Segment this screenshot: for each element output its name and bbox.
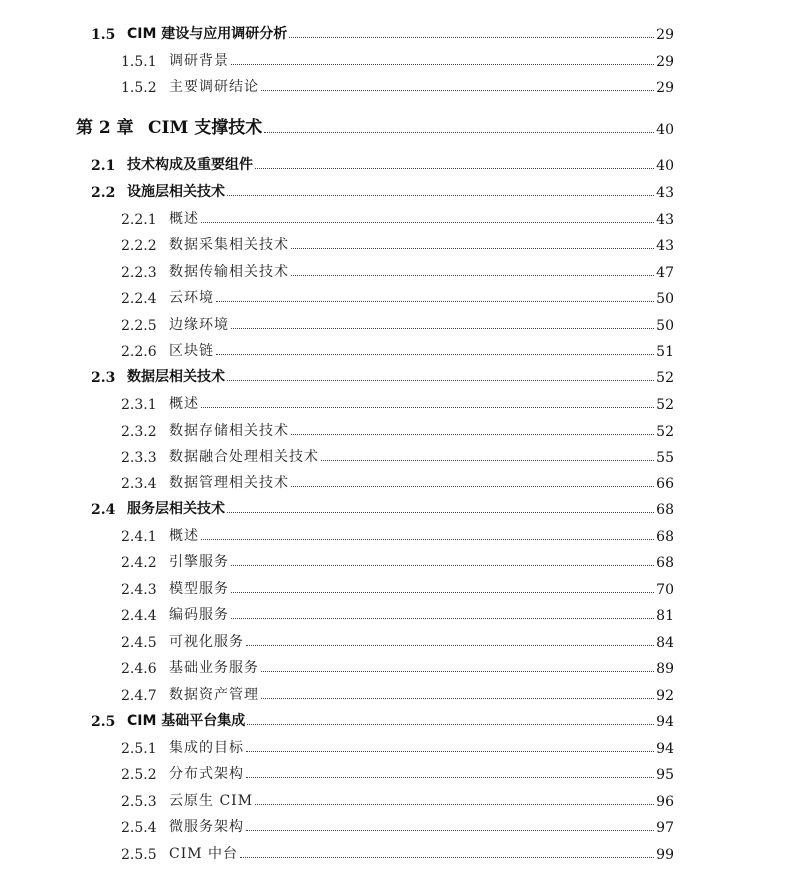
toc-entry: [0, 710, 674, 730]
toc-chapter-entry: [0, 114, 674, 138]
entry-title: 微服务架构: [169, 819, 244, 835]
entry-title: 边缘环境: [169, 317, 229, 333]
dot-leader: [246, 777, 654, 778]
entry-page: 29: [656, 80, 674, 96]
toc-entry: [0, 498, 674, 518]
entry-number: 1.5.1: [121, 54, 157, 70]
entry-page: 40: [656, 122, 674, 138]
toc-entry: [0, 393, 674, 413]
entry-number: 2.5.5: [121, 847, 157, 863]
entry-page: 29: [656, 54, 674, 70]
dot-leader: [291, 434, 654, 435]
entry-page: 89: [656, 661, 674, 677]
entry-page: 66: [656, 476, 674, 492]
entry-number: 2.3: [91, 370, 116, 386]
toc-entry: [0, 340, 674, 360]
entry-number: 2.4.7: [121, 688, 157, 704]
dot-leader: [231, 64, 654, 65]
entry-number: 2.5.4: [121, 820, 157, 836]
toc-entry: [0, 181, 674, 201]
entry-title: 区块链: [169, 343, 214, 359]
toc-entry: [0, 843, 674, 863]
dot-leader: [240, 857, 654, 858]
toc-entry: [0, 287, 674, 307]
entry-title: 数据管理相关技术: [169, 475, 289, 491]
entry-number: 2.2.1: [121, 212, 157, 228]
entry-title: CIM 建设与应用调研分析: [127, 26, 288, 42]
toc-entry: [0, 790, 674, 810]
entry-number: 2.4.1: [121, 529, 157, 545]
dot-leader: [289, 37, 654, 38]
entry-title: 服务层相关技术: [127, 501, 225, 517]
entry-number: 2.2: [91, 185, 116, 201]
dot-leader: [201, 222, 654, 223]
toc-entry: [0, 684, 674, 704]
entry-title: 分布式架构: [169, 766, 244, 782]
toc-entry: [0, 657, 674, 677]
dot-leader: [231, 565, 654, 566]
entry-title: 概述: [169, 396, 199, 412]
toc-entry: [0, 525, 674, 545]
entry-number: 2.4.2: [121, 555, 157, 571]
entry-title: 编码服务: [169, 607, 229, 623]
entry-page: 68: [656, 502, 674, 518]
dot-leader: [201, 407, 654, 408]
entry-number: 2.5.1: [121, 741, 157, 757]
entry-number: 2.4.4: [121, 608, 157, 624]
entry-page: 68: [656, 555, 674, 571]
entry-title: CIM 中台: [169, 846, 239, 862]
entry-number: 2.4: [91, 502, 116, 518]
entry-page: 43: [656, 212, 674, 228]
entry-number: 2.3.2: [121, 424, 157, 440]
entry-title: 引擎服务: [169, 554, 229, 570]
entry-title: 云环境: [169, 290, 214, 306]
entry-number: 2.5.3: [121, 794, 157, 810]
dot-leader: [255, 168, 654, 169]
entry-title: 数据存储相关技术: [169, 423, 289, 439]
entry-page: 52: [656, 397, 674, 413]
toc-entry: [0, 76, 674, 96]
dot-leader: [231, 592, 654, 593]
entry-page: 81: [656, 608, 674, 624]
entry-title: 数据层相关技术: [127, 369, 225, 385]
dot-leader: [246, 830, 654, 831]
entry-number: 2.4.6: [121, 661, 157, 677]
toc-entry: [0, 261, 674, 281]
entry-page: 94: [656, 714, 674, 730]
entry-page: 40: [656, 158, 674, 174]
entry-page: 50: [656, 318, 674, 334]
toc-entry: [0, 50, 674, 70]
entry-number: 2.3.3: [121, 450, 157, 466]
entry-title: 概述: [169, 211, 199, 227]
entry-number: 2.1: [91, 158, 116, 174]
chapter-number: 第 2 章: [76, 118, 134, 138]
dot-leader: [291, 248, 654, 249]
entry-number: 2.2.2: [121, 238, 157, 254]
entry-page: 50: [656, 291, 674, 307]
dot-leader: [246, 645, 654, 646]
toc-entry: [0, 816, 674, 836]
entry-title: 主要调研结论: [169, 79, 259, 95]
entry-number: 2.2.3: [121, 265, 157, 281]
entry-title: 云原生 CIM: [169, 793, 254, 809]
entry-number: 2.2.4: [121, 291, 157, 307]
dot-leader: [255, 804, 654, 805]
entry-title: 基础业务服务: [169, 660, 259, 676]
entry-title: 集成的目标: [169, 740, 244, 756]
dot-leader: [247, 724, 654, 725]
entry-number: 2.3.1: [121, 397, 157, 413]
toc-entry: [0, 472, 674, 492]
toc-entry: [0, 578, 674, 598]
toc-entry: [0, 631, 674, 651]
toc-entry: [0, 208, 674, 228]
dot-leader: [261, 90, 654, 91]
entry-title: 数据融合处理相关技术: [169, 449, 319, 465]
entry-number: 2.4.3: [121, 582, 157, 598]
entry-title: 数据传输相关技术: [169, 264, 289, 280]
entry-number: 2.3.4: [121, 476, 157, 492]
dot-leader: [291, 486, 654, 487]
entry-page: 52: [656, 370, 674, 386]
entry-page: 99: [656, 847, 674, 863]
dot-leader: [231, 618, 654, 619]
entry-page: 55: [656, 450, 674, 466]
dot-leader: [291, 275, 654, 276]
dot-leader: [261, 671, 654, 672]
toc-entry: [0, 604, 674, 624]
dot-leader: [227, 512, 654, 513]
dot-leader: [216, 354, 654, 355]
entry-title: 数据采集相关技术: [169, 237, 289, 253]
entry-page: 97: [656, 820, 674, 836]
toc-entry: [0, 763, 674, 783]
entry-page: 84: [656, 635, 674, 651]
chapter-title: CIM 支撑技术: [148, 118, 263, 138]
entry-title: CIM 基础平台集成: [127, 713, 246, 729]
dot-leader: [321, 460, 654, 461]
toc-entry: [0, 737, 674, 757]
toc-entry: [0, 366, 674, 386]
entry-page: 52: [656, 424, 674, 440]
entry-number: 1.5.2: [121, 80, 157, 96]
entry-title: 可视化服务: [169, 634, 244, 650]
toc-entry: [0, 551, 674, 571]
entry-page: 43: [656, 238, 674, 254]
dot-leader: [261, 698, 654, 699]
entry-number: 2.2.5: [121, 318, 157, 334]
entry-title: 技术构成及重要组件: [127, 157, 253, 173]
entry-title: 设施层相关技术: [127, 184, 225, 200]
toc-entry: [0, 154, 674, 174]
entry-title: 模型服务: [169, 581, 229, 597]
toc-entry: [0, 23, 674, 43]
toc-entry: [0, 446, 674, 466]
dot-leader: [227, 195, 654, 196]
entry-page: 47: [656, 265, 674, 281]
entry-number: 2.4.5: [121, 635, 157, 651]
entry-number: 1.5: [91, 27, 116, 43]
entry-page: 94: [656, 741, 674, 757]
toc-entry: [0, 234, 674, 254]
entry-page: 68: [656, 529, 674, 545]
entry-title: 调研背景: [169, 53, 229, 69]
entry-title: 数据资产管理: [169, 687, 259, 703]
dot-leader: [246, 751, 654, 752]
entry-page: 51: [656, 344, 674, 360]
entry-page: 96: [656, 794, 674, 810]
dot-leader: [231, 328, 654, 329]
entry-number: 2.5.2: [121, 767, 157, 783]
entry-page: 43: [656, 185, 674, 201]
dot-leader: [216, 301, 654, 302]
entry-page: 29: [656, 27, 674, 43]
toc-entry: [0, 314, 674, 334]
entry-title: 概述: [169, 528, 199, 544]
entry-number: 2.5: [91, 714, 116, 730]
dot-leader: [201, 539, 654, 540]
entry-number: 2.2.6: [121, 344, 157, 360]
toc-entry: [0, 420, 674, 440]
dot-leader: [264, 132, 654, 133]
dot-leader: [227, 380, 654, 381]
entry-page: 92: [656, 688, 674, 704]
entry-page: 70: [656, 582, 674, 598]
entry-page: 95: [656, 767, 674, 783]
